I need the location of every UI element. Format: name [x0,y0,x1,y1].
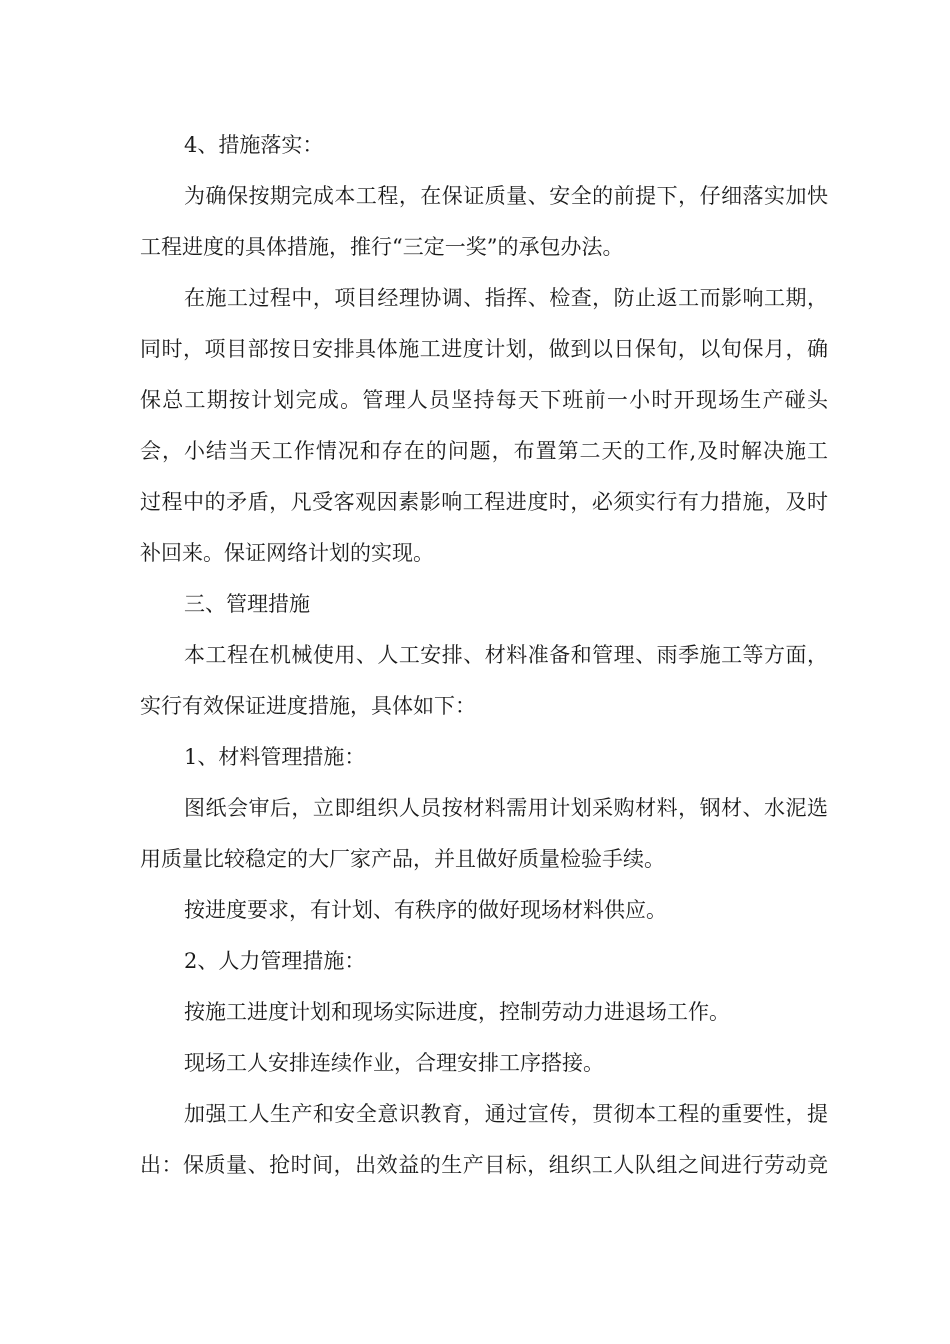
paragraph-line: 本工程在机械使用、人工安排、材料准备和管理、雨季施工等方面， [184,643,828,667]
paragraph-line: 出：保质量、抢时间，出效益的生产目标，组织工人队组之间进行劳动竞 [140,1153,828,1177]
paragraph-line: 会，小结当天工作情况和存在的问题，布置第二天的工作,及时解决施工 [140,439,828,463]
heading-2-manpower: 2、人力管理措施： [184,949,366,973]
paragraph-line: 加强工人生产和安全意识教育，通过宣传，贯彻本工程的重要性，提 [184,1102,828,1126]
paragraph-line: 同时，项目部按日安排具体施工进度计划，做到以日保旬，以旬保月，确 [140,337,828,361]
paragraph-line: 工程进度的具体措施，推行“三定一奖”的承包办法。 [140,235,624,259]
paragraph-line: 保总工期按计划完成。管理人员坚持每天下班前一小时开现场生产碰头 [140,388,828,412]
paragraph-line: 图纸会审后，立即组织人员按材料需用计划采购材料，钢材、水泥选 [184,796,828,820]
paragraph-line: 为确保按期完成本工程，在保证质量、安全的前提下，仔细落实加快 [184,184,828,208]
paragraph-line: 在施工过程中，项目经理协调、指挥、检查，防止返工而影响工期， [184,286,828,310]
paragraph-line: 过程中的矛盾，凡受客观因素影响工程进度时，必须实行有力措施，及时 [140,490,828,514]
paragraph-line: 补回来。保证网络计划的实现。 [140,541,434,565]
heading-1-material: 1、材料管理措施： [184,745,366,769]
paragraph-line: 实行有效保证进度措施，具体如下： [140,694,476,718]
document-body [140,126,828,1197]
paragraph-line: 用质量比较稳定的大厂家产品，并且做好质量检验手续。 [140,847,665,871]
heading-4-measures: 4、措施落实： [184,133,324,157]
section-heading-management: 三、管理措施 [184,592,310,616]
paragraph-line: 按施工进度计划和现场实际进度，控制劳动力进退场工作。 [184,1000,730,1024]
paragraph-line: 按进度要求，有计划、有秩序的做好现场材料供应。 [184,898,667,922]
paragraph-line: 现场工人安排连续作业，合理安排工序搭接。 [184,1051,604,1075]
